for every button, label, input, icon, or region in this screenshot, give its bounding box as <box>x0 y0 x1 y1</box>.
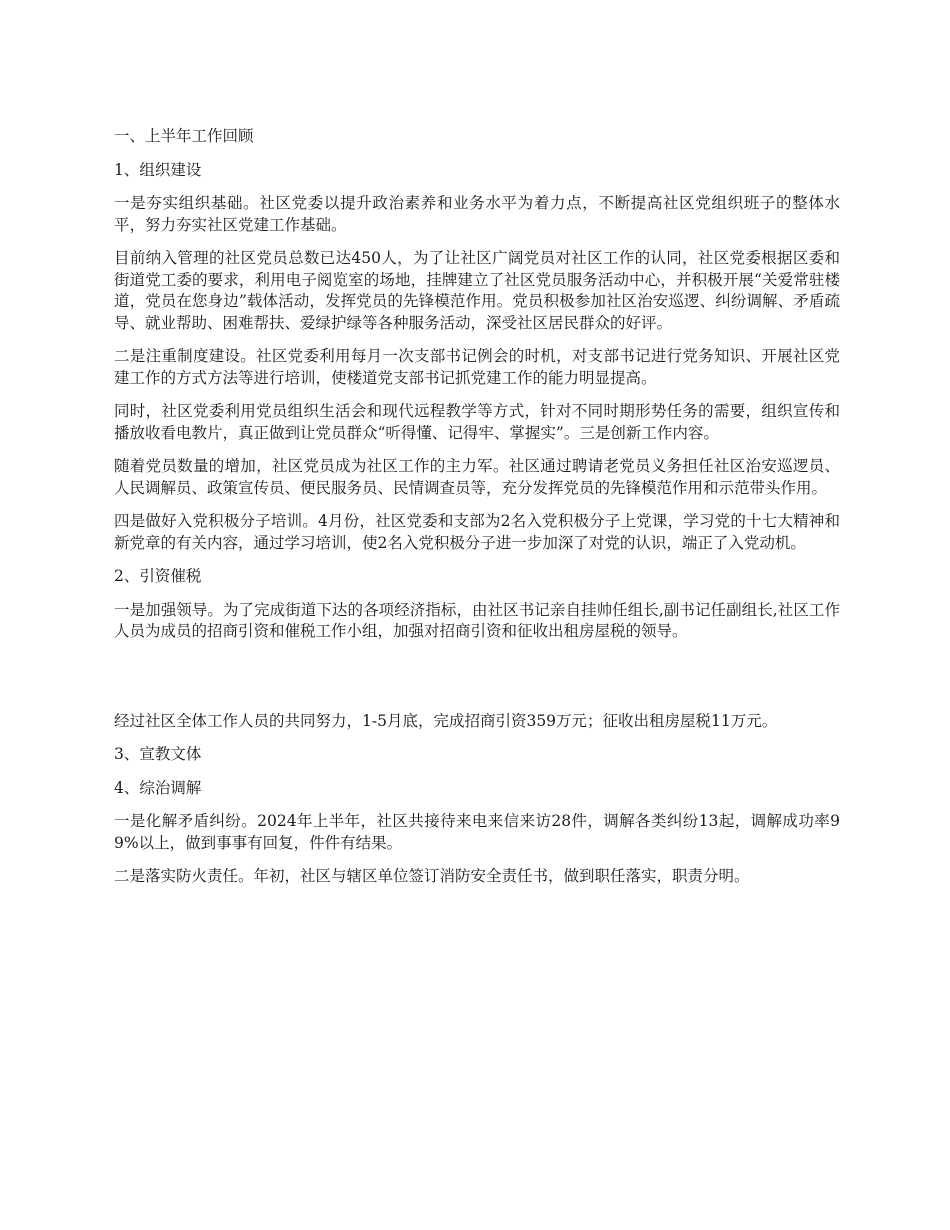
subsection-heading-investment: 2、引资催税 <box>114 567 202 585</box>
subsection-heading-organization: 1、组织建设 <box>114 160 202 179</box>
paragraph: 随着党员数量的增加，社区党员成为社区工作的主力军。社区通过聘请老党员义务担任社区治安巡逻员、人民调解员、政策宣传员、便民服务员、民情调查员等，充分发挥党员的先锋模范作用和示范带头作用。 <box>114 457 840 497</box>
document-body <box>114 126 840 900</box>
subsection-heading-publicity: 3、宣教文体 <box>114 745 202 763</box>
paragraph: 一是加强领导。为了完成街道下达的各项经济指标，由社区书记亲自挂帅任组长,副书记任副组长,社区工作人员为成员的招商引资和催税工作小组，加强对招商引资和征收出租房屋税的领导。 <box>114 600 840 640</box>
paragraph: 一是化解矛盾纠纷。2024年上半年，社区共接待来电来信来访28件，调解各类纠纷13起，调解成功率99%以上，做到事事有回复，件件有结果。 <box>114 812 840 852</box>
paragraph: 一是夯实组织基础。社区党委以提升政治素养和业务水平为着力点，不断提高社区党组织班子的整体水平，努力夯实社区党建工作基础。 <box>114 194 840 234</box>
section-heading-review: 一、上半年工作回顾 <box>114 127 254 145</box>
paragraph: 同时，社区党委利用党员组织生活会和现代远程教学等方式，针对不同时期形势任务的需要，组织宣传和播放收看电教片，真正做到让党员群众“听得懂、记得牢、掌握实”。三是创新工作内容。 <box>114 402 840 442</box>
paragraph: 二是注重制度建设。社区党委利用每月一次支部书记例会的时机，对支部书记进行党务知识、开展社区党建工作的方式方法等进行培训，使楼道党支部书记抓党建工作的能力明显提高。 <box>114 347 840 387</box>
blank-gap <box>114 655 840 711</box>
subsection-heading-mediation: 4、综治调解 <box>114 778 202 797</box>
paragraph: 四是做好入党积极分子培训。4月份，社区党委和支部为2名入党积极分子上党课，学习党的十七大精神和新党章的有关内容，通过学习培训，使2名入党积极分子进一步加深了对党的认识，端正了入党动机。 <box>114 512 840 552</box>
paragraph: 二是落实防火责任。年初，社区与辖区单位签订消防安全责任书，做到职任落实，职责分明。 <box>114 867 750 885</box>
paragraph: 经过社区全体工作人员的共同努力，1-5月底，完成招商引资359万元；征收出租房屋税11万元。 <box>114 711 778 730</box>
paragraph: 目前纳入管理的社区党员总数已达450人，为了让社区广阔党员对社区工作的认同，社区党委根据区委和街道党工委的要求，利用电子阅览室的场地，挂牌建立了社区党员服务活动中心，并积极开展“关爱常驻楼道，党员在您身边”载体活动，发挥党员的先锋模范作用。党员积极参加社区治安巡逻、纠纷调解、矛盾疏导、就业帮助、困难帮扶、爱绿护绿等各种服务活动，深受社区居民群众的好评。 <box>114 249 840 332</box>
